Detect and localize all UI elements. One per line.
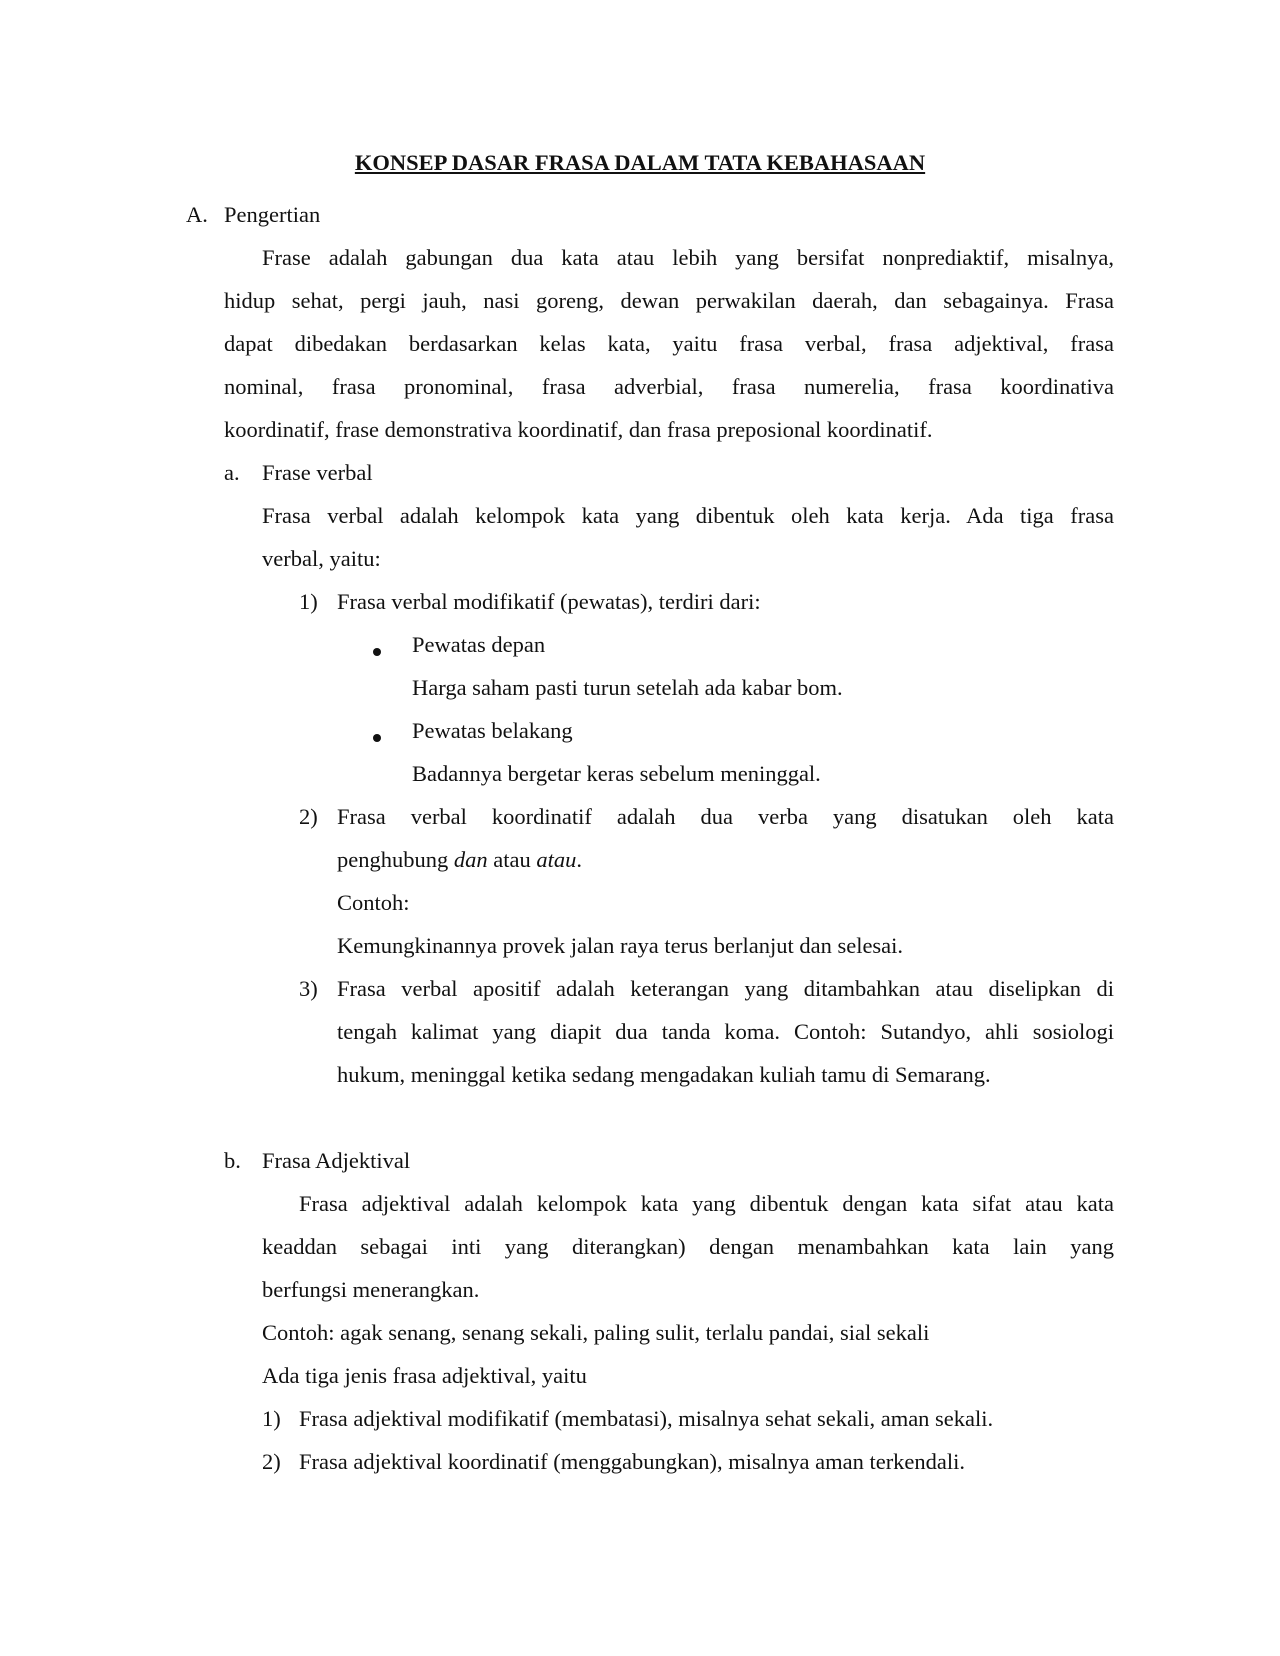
- section-a-paragraph-line: dapat dibedakan berdasarkan kelas kata, yaitu frasa verbal, frasa adjektival, frasa: [224, 331, 1114, 356]
- italic-word: dan: [453, 847, 488, 872]
- verbal-item-text: penghubung dan atau atau.: [337, 847, 582, 872]
- section-a-heading: Pengertian: [224, 202, 321, 227]
- bullet-label: Pewatas belakang: [412, 718, 573, 743]
- bullet-example: Harga saham pasti turun setelah ada kabar bom.: [412, 675, 843, 700]
- sub-b-contoh: Contoh: agak senang, senang sekali, paling sulit, terlalu pandai, sial sekali: [262, 1320, 930, 1345]
- page-title: KONSEP DASAR FRASA DALAM TATA KEBAHASAAN: [354, 150, 926, 175]
- verbal-item-number: 2): [299, 804, 318, 829]
- contoh-label: Contoh:: [337, 890, 410, 915]
- sub-a-heading: Frase verbal: [262, 460, 373, 485]
- adjektival-item-number: 1): [262, 1406, 281, 1431]
- adjektival-item-text: Frasa adjektival koordinatif (menggabungkan), misalnya aman terkendali.: [299, 1449, 966, 1474]
- section-a-paragraph-line: hidup sehat, pergi jauh, nasi goreng, dewan perwakilan daerah, dan sebagainya. Frasa: [224, 288, 1114, 313]
- sub-a-intro-line: Frasa verbal adalah kelompok kata yang dibentuk oleh kata kerja. Ada tiga frasa: [262, 503, 1114, 528]
- verbal-item-text: tengah kalimat yang diapit dua tanda koma. Contoh: Sutandyo, ahli sosiologi: [337, 1019, 1114, 1044]
- sub-b-paragraph-line: berfungsi menerangkan.: [262, 1277, 480, 1302]
- sub-b-label: b.: [224, 1148, 241, 1173]
- bullet-label: Pewatas depan: [412, 632, 546, 657]
- section-a-label: A.: [186, 202, 208, 227]
- verbal-item-text: Frasa verbal apositif adalah keterangan yang ditambahkan atau diselipkan di: [337, 976, 1114, 1001]
- sub-b-paragraph-line: Frasa adjektival adalah kelompok kata yang dibentuk dengan kata sifat atau kata: [299, 1191, 1114, 1216]
- verbal-example: Kemungkinannya provek jalan raya terus berlanjut dan selesai.: [337, 933, 904, 958]
- sub-a-intro-line: verbal, yaitu:: [262, 546, 381, 571]
- section-a-paragraph-line: nominal, frasa pronominal, frasa adverbial, frasa numerelia, frasa koordinativa: [224, 374, 1114, 399]
- verbal-item-text: hukum, meninggal ketika sedang mengadakan kuliah tamu di Semarang.: [337, 1062, 991, 1087]
- sub-b-heading: Frasa Adjektival: [262, 1148, 411, 1173]
- verbal-item-number: 3): [299, 976, 318, 1001]
- sub-b-paragraph-line: keaddan sebagai inti yang diterangkan) dengan menambahkan kata lain yang: [262, 1234, 1114, 1259]
- adjektival-item-text: Frasa adjektival modifikatif (membatasi), misalnya sehat sekali, aman sekali.: [299, 1406, 994, 1431]
- section-a-paragraph-line: koordinatif, frase demonstrativa koordinatif, dan frasa preposional koordinatif.: [224, 417, 933, 442]
- verbal-item-number: 1): [299, 589, 318, 614]
- sub-b-types-intro: Ada tiga jenis frasa adjektival, yaitu: [262, 1363, 587, 1388]
- verbal-item-text: Frasa verbal koordinatif adalah dua verba yang disatukan oleh kata: [337, 804, 1114, 829]
- bullet-icon: [373, 648, 381, 656]
- verbal-item-text: Frasa verbal modifikatif (pewatas), terdiri dari:: [337, 589, 761, 614]
- sub-a-label: a.: [224, 460, 240, 485]
- italic-word: atau: [536, 847, 577, 872]
- bullet-icon: [373, 734, 381, 742]
- section-a-paragraph-line: Frase adalah gabungan dua kata atau lebih yang bersifat nonprediaktif, misalnya,: [262, 245, 1114, 270]
- bullet-example: Badannya bergetar keras sebelum meninggal.: [412, 761, 821, 786]
- adjektival-item-number: 2): [262, 1449, 281, 1474]
